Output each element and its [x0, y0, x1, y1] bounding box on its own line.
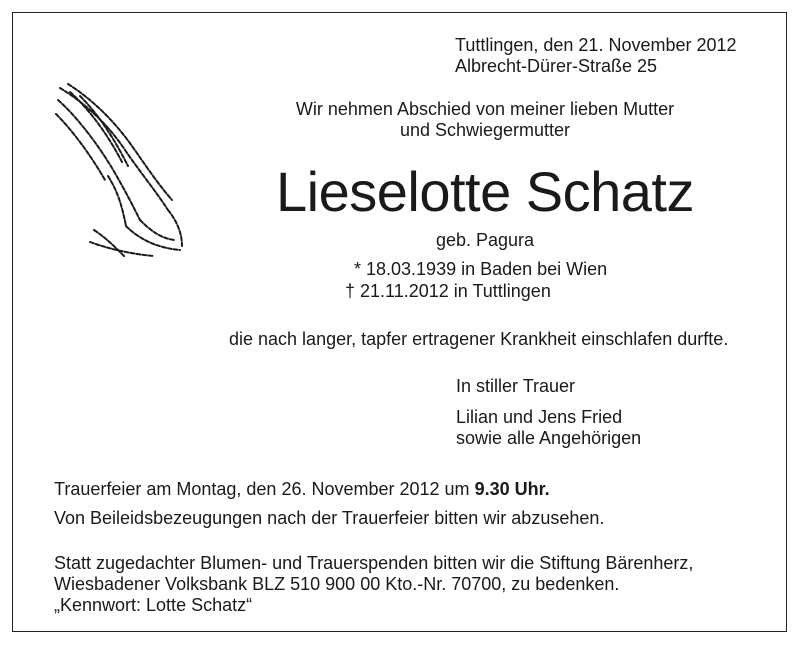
birth-date: * 18.03.1939 in Baden bei Wien [354, 259, 608, 279]
statement: die nach langer, tapfer ertragener Krankheit einschlafen durfte. [229, 329, 729, 349]
mourners-intro: In stiller Trauer [456, 376, 576, 396]
intro-line-2: und Schwiegermutter [399, 120, 571, 140]
mourners-line-1: Lilian und Jens Fried [456, 407, 623, 427]
place-date: Tuttlingen, den 21. November 2012 [455, 35, 737, 55]
mourners-line-2: sowie alle Angehörigen [456, 428, 642, 448]
intro-line-1: Wir nehmen Abschied von meiner lieben Mutter [295, 99, 675, 119]
funeral-time: 9.30 Uhr. [474, 479, 550, 499]
death-date: † 21.11.2012 in Tuttlingen [345, 281, 551, 301]
condolences-note: Von Beileidsbezeugungen nach der Trauerfeier bitten wir abzusehen. [54, 508, 605, 528]
funeral-prefix: Trauerfeier am Montag, den 26. November 2012 um [54, 479, 475, 499]
maiden-name: geb. Pagura [435, 230, 535, 250]
address: Albrecht-Dürer-Straße 25 [455, 56, 658, 76]
deceased-name: Lieselotte Schatz [276, 160, 694, 223]
funeral-time-line [54, 478, 550, 500]
donation-line-2: Wiesbadener Volksbank BLZ 510 900 00 Kto.-Nr. 70700, zu bedenken. [54, 574, 620, 594]
praying-hands-icon [50, 80, 190, 260]
donation-line-3: „Kennwort: Lotte Schatz“ [54, 595, 253, 615]
donation-line-1: Statt zugedachter Blumen- und Trauerspenden bitten wir die Stiftung Bärenherz, [54, 553, 694, 573]
